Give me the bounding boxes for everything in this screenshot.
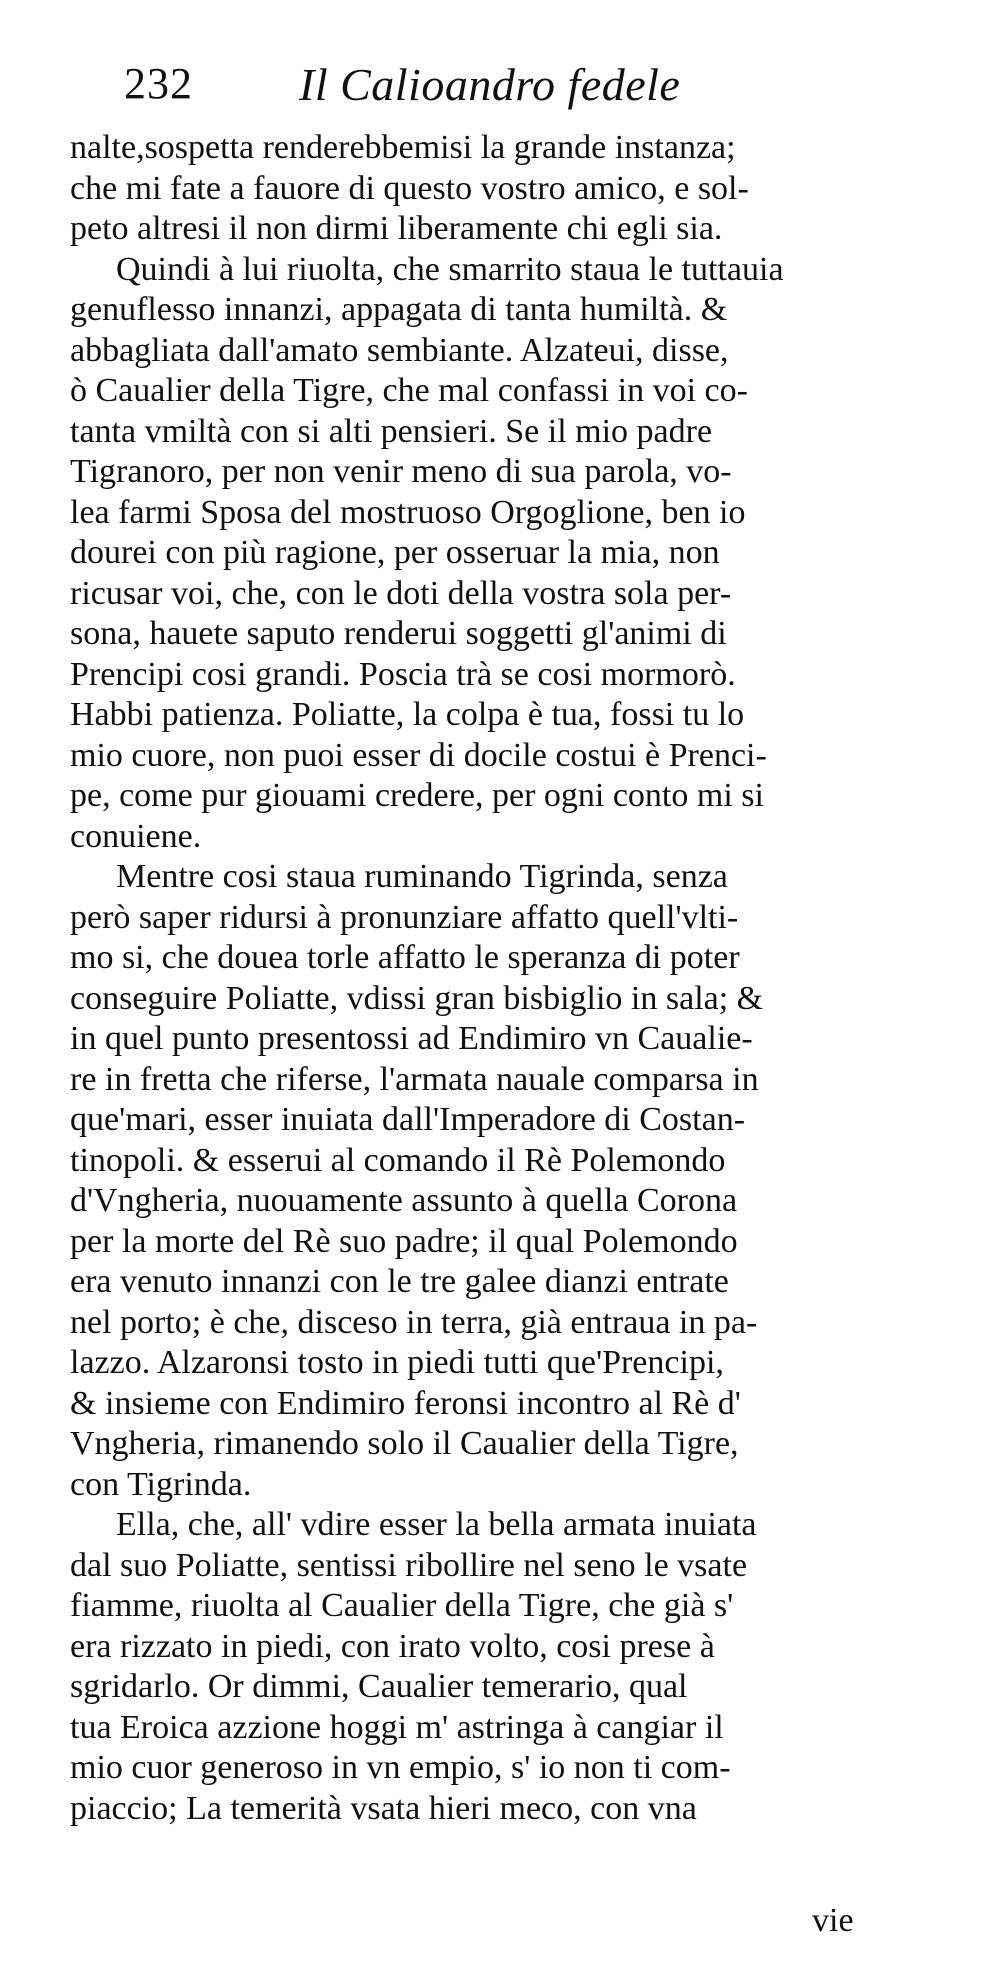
text-line: peto altresi il non dirmi liberamente chi egli sia. [70,210,723,247]
text-line: nel porto; è che, disceso in terra, già entraua in pa- [70,1303,758,1341]
running-title: Il Calioandro fedele [299,59,681,110]
text-line: conseguire Poliatte, vdissi gran bisbiglio in sala; & [70,979,764,1017]
text-line: dourei con più ragione, per osseruar la mia, non [70,534,720,571]
text-line: Tigranoro, per non venir meno di sua parola, vo- [70,453,732,490]
catchword: vie [812,1902,854,1939]
text-line: sgridarlo. Or dimmi, Caualier temerario, qual [70,1668,688,1705]
text-line: conuiene. [70,817,202,855]
text-line: ò Caualier della Tigre, che mal confassi in voi co- [70,372,748,409]
text-line: Quindi à lui riuolta, che smarrito staua le tuttauia [116,250,784,288]
text-line: sona, hauete saputo renderui soggetti gl'animi di [70,615,727,652]
text-line: genuflesso innanzi, appagata di tanta humiltà. & [70,291,728,328]
text-line: che mi fate a fauore di questo vostro amico, e sol- [70,169,749,207]
text-line: nalte,sospetta renderebbemisi la grande instanza; [70,129,736,166]
text-line: re in fretta che riferse, l'armata nauale comparsa in [70,1060,759,1098]
paragraph-start-line: Mentre cosi staua ruminando Tigrinda, senza [116,858,728,895]
text-line: abbagliata dall'amato sembiante. Alzateui, disse, [70,331,729,369]
text-line: però saper ridursi à pronunziare affatto quell'vlti- [70,898,739,936]
text-line: con Tigrinda. [70,1465,252,1503]
text-line: Habbi patienza. Poliatte, la colpa è tua, fossi tu lo [70,696,745,733]
text-line: que'mari, esser inuiata dall'Imperadore di Costan- [70,1101,746,1138]
text-line: era venuto innanzi con le tre galee dianzi entrate [70,1263,729,1300]
page-header [124,58,944,118]
text-line: mio cuore, non puoi esser di docile costui è Prenci- [70,736,767,774]
text-line: piaccio; La temerità vsata hieri meco, con vna [70,1789,697,1827]
paragraph-start-line: Ella, che, all' vdire esser la bella armata inuiata [116,1506,757,1543]
text-line: d'Vngheria, nuouamente assunto à quella Corona [70,1182,738,1219]
page-number: 232 [124,59,193,108]
text-line: mo si, che douea torle affatto le speranza di poter [70,939,740,976]
text-line: lazzo. Alzaronsi tosto in piedi tutti que'Prencipi, [70,1344,724,1381]
text-line: lea farmi Sposa del mostruoso Orgoglione, ben io [70,493,746,531]
text-line: tua Eroica azzione hoggi m' astringa à cangiar il [70,1708,724,1746]
body-text [70,128,950,1829]
text-line: era rizzato in piedi, con irato volto, cosi prese à [70,1627,715,1665]
text-line: ricusar voi, che, con le doti della vostra sola per- [70,574,732,612]
text-line: dal suo Poliatte, sentissi ribollire nel seno le vsate [70,1546,748,1584]
text-line: fiamme, riuolta al Caualier della Tigre, che già s' [70,1587,734,1624]
text-line: tanta vmiltà con si alti pensieri. Se il mio padre [70,412,713,450]
text-line: & insieme con Endimiro feronsi incontro al Rè d' [70,1384,741,1422]
text-line: Prencipi cosi grandi. Poscia trà se cosi mormorò. [70,655,736,693]
text-line: Vngheria, rimanendo solo il Caualier della Tigre, [70,1425,739,1462]
text-line: mio cuor generoso in vn empio, s' io non ti com- [70,1749,731,1786]
text-line: per la morte del Rè suo padre; il qual Polemondo [70,1222,738,1260]
text-line: in quel punto presentossi ad Endimiro vn Caualie- [70,1020,753,1057]
text-line: pe, come pur giouami credere, per ogni conto mi si [70,777,764,814]
text-line: tinopoli. & esserui al comando il Rè Polemondo [70,1141,726,1179]
